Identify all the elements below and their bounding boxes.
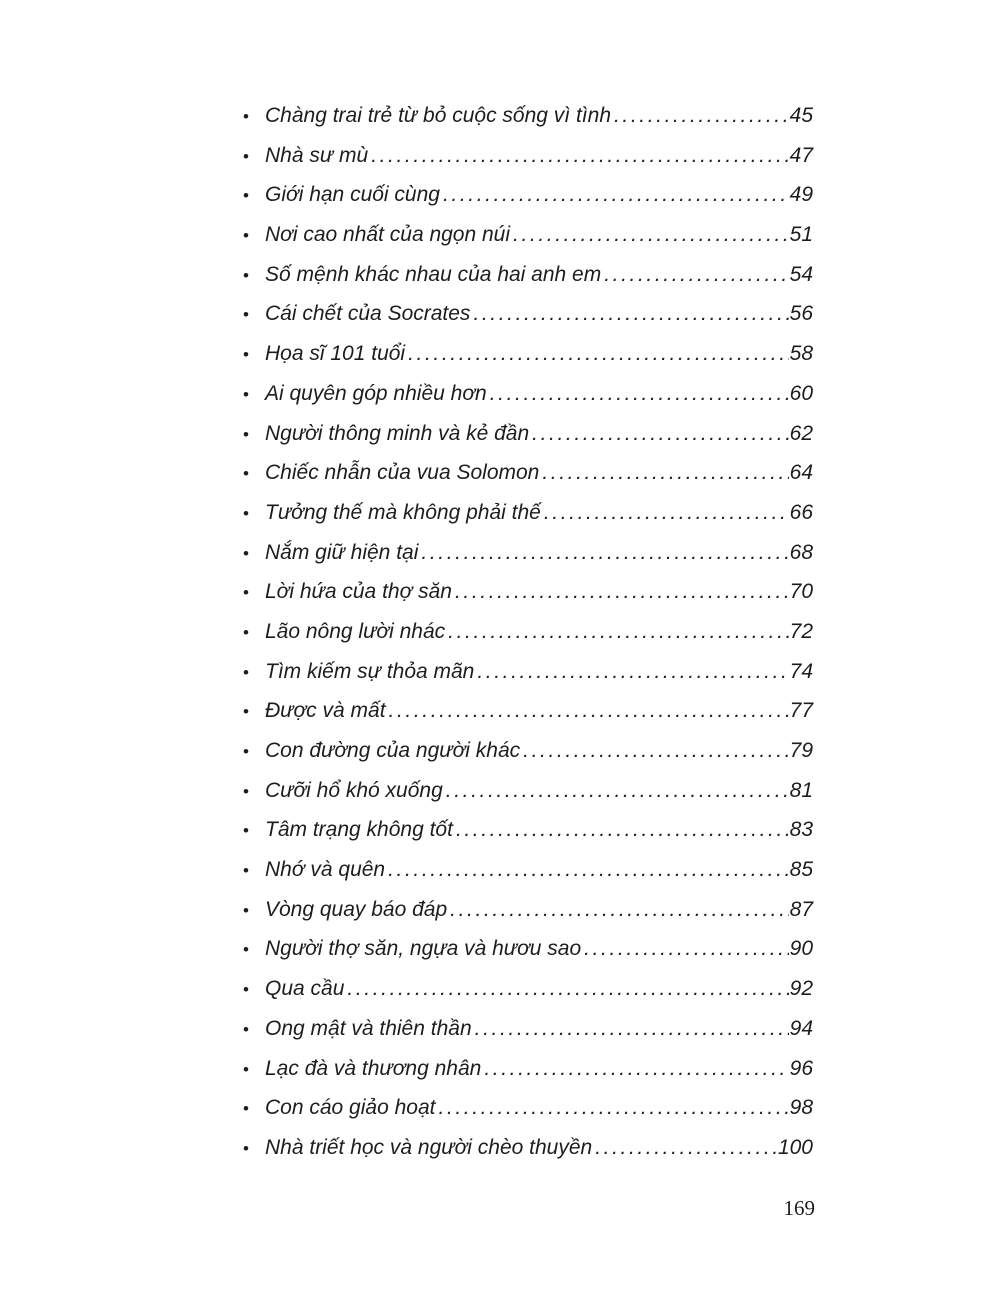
toc-entry-page-number: 87 [789, 897, 813, 921]
toc-entry-page-number: 54 [789, 262, 813, 286]
dot-leader [456, 810, 789, 850]
toc-entry [243, 175, 813, 215]
dot-leader [604, 255, 788, 295]
bullet-icon: • [243, 384, 249, 404]
bullet-icon: • [243, 900, 249, 920]
toc-entry [243, 374, 813, 414]
bullet-icon: • [243, 543, 249, 563]
dot-leader [490, 374, 789, 414]
bullet-icon: • [243, 583, 249, 603]
dot-leader [513, 215, 789, 255]
toc-entry-title: Chàng trai trẻ từ bỏ cuộc sống vì tình [265, 104, 611, 127]
dot-leader [389, 691, 789, 731]
bullet-icon: • [243, 464, 249, 484]
toc-entry-title: Lạc đà và thương nhân [265, 1056, 482, 1080]
toc-entry-title: Chiếc nhẫn của vua Solomon [265, 461, 540, 485]
toc-entry-page-number: 68 [789, 540, 813, 564]
bullet-icon: • [243, 622, 249, 642]
toc-entry [243, 890, 813, 930]
toc-entry-page-number: 49 [789, 183, 813, 207]
toc-entry-page-number: 62 [789, 421, 813, 445]
bullet-icon: • [243, 107, 249, 126]
toc-entry [243, 453, 813, 493]
dot-leader [523, 731, 788, 771]
toc-entry-page-number: 56 [789, 302, 813, 326]
page-number: 169 [783, 1196, 815, 1220]
toc-entry [243, 850, 813, 890]
bullet-icon: • [243, 503, 249, 523]
toc-entry-page-number: 64 [789, 461, 813, 485]
bullet-icon: • [243, 781, 249, 801]
bullet-icon: • [243, 702, 249, 722]
toc-entry [243, 215, 813, 255]
toc-entry-page-number: 45 [789, 104, 813, 127]
bullet-icon: • [243, 980, 249, 1000]
toc-entry [243, 652, 813, 692]
bullet-icon: • [243, 1099, 249, 1119]
bullet-icon: • [243, 186, 249, 206]
toc-entry-title: Lời hứa của thợ săn [265, 580, 452, 604]
dot-leader [544, 493, 789, 533]
toc-entry [243, 1049, 813, 1089]
toc-entry-title: Được và mất [265, 699, 386, 723]
toc-entry [243, 1088, 813, 1128]
toc-entry-title: Con cáo giảo hoạt [265, 1096, 436, 1120]
dot-leader [473, 294, 788, 334]
toc-entry-page-number: 100 [777, 1135, 813, 1159]
dot-leader [477, 652, 788, 692]
dot-leader [595, 1128, 777, 1168]
toc-entry-title: Lão nông lười nhác [265, 619, 446, 643]
dot-leader [371, 136, 788, 176]
toc-entry-page-number: 77 [789, 699, 813, 723]
toc-entry [243, 136, 813, 176]
toc-entry-page-number: 66 [789, 500, 813, 524]
toc-entry [243, 493, 813, 533]
toc-entry-title: Ong mật và thiên thần [265, 1016, 472, 1040]
bullet-icon: • [243, 940, 249, 960]
bullet-icon: • [243, 662, 249, 682]
toc-entry [243, 691, 813, 731]
bullet-icon: • [243, 146, 249, 166]
bullet-icon: • [243, 1019, 249, 1039]
toc-entry-page-number: 83 [789, 818, 813, 842]
toc-entry [243, 810, 813, 850]
dot-leader [584, 929, 788, 969]
dot-leader [438, 1088, 788, 1128]
toc-entry-page-number: 98 [789, 1096, 813, 1120]
toc-entry-title: Tưởng thế mà không phải thế [265, 500, 541, 524]
toc-entry [243, 533, 813, 573]
bullet-icon: • [243, 305, 249, 325]
dot-leader [388, 850, 789, 890]
toc-entry [243, 1128, 813, 1168]
toc-entry-title: Vòng quay báo đáp [265, 897, 448, 921]
toc-entry-page-number: 81 [789, 778, 813, 802]
toc-entry-title: Nhớ và quên [265, 858, 386, 882]
toc-entry [243, 294, 813, 334]
bullet-icon: • [243, 742, 249, 761]
bullet-icon: • [243, 1059, 249, 1079]
dot-leader [455, 572, 789, 612]
bullet-icon: • [243, 821, 249, 841]
toc-entry [243, 771, 813, 811]
toc-entry-title: Nhà sư mù [265, 143, 369, 167]
toc-entry-page-number: 60 [789, 381, 813, 405]
dot-leader [408, 334, 789, 374]
toc-entry [243, 334, 813, 374]
toc-entry-title: Nhà triết học và người chèo thuyền [265, 1135, 593, 1159]
toc-entry [243, 731, 813, 771]
dot-leader [542, 453, 788, 493]
bullet-icon: • [243, 1138, 249, 1158]
bullet-icon: • [243, 424, 249, 444]
table-of-contents [243, 96, 813, 1168]
toc-entry [243, 255, 813, 295]
toc-entry-title: Ai quyên góp nhiều hơn [265, 381, 487, 405]
toc-entry-title: Tìm kiếm sự thỏa mãn [265, 659, 475, 683]
toc-entry-title: Tâm trạng không tốt [265, 818, 453, 842]
dot-leader [421, 533, 788, 573]
toc-entry-title: Số mệnh khác nhau của hai anh em [265, 262, 602, 286]
dot-leader [347, 969, 788, 1009]
toc-entry-title: Cái chết của Socrates [265, 302, 471, 326]
toc-entry-page-number: 94 [789, 1016, 813, 1040]
dot-leader [446, 771, 789, 811]
dot-leader [614, 96, 789, 136]
toc-entry-title: Người thông minh và kẻ đần [265, 421, 530, 445]
toc-entry-page-number: 51 [789, 223, 813, 247]
toc-entry-title: Người thợ săn, ngựa và hươu sao [265, 937, 582, 961]
toc-entry-title: Qua cầu [265, 977, 345, 1001]
toc-entry [243, 572, 813, 612]
toc-entry [243, 612, 813, 652]
toc-entry-title: Cưỡi hổ khó xuống [265, 778, 443, 802]
toc-entry-page-number: 72 [789, 619, 813, 643]
bullet-icon: • [243, 861, 249, 881]
toc-entry [243, 929, 813, 969]
toc-entry-page-number: 74 [789, 659, 813, 683]
toc-entry [243, 1009, 813, 1049]
bullet-icon: • [243, 265, 249, 285]
toc-entry-title: Nắm giữ hiện tại [265, 540, 419, 564]
toc-entry-page-number: 47 [789, 143, 813, 167]
toc-entry-page-number: 70 [789, 580, 813, 604]
toc-entry-title: Con đường của người khác [265, 739, 521, 762]
dot-leader [450, 890, 788, 930]
toc-entry-title: Giới hạn cuối cùng [265, 183, 440, 207]
toc-entry-page-number: 90 [789, 937, 813, 961]
toc-entry-page-number: 92 [789, 977, 813, 1001]
toc-entry-page-number: 85 [789, 858, 813, 882]
bullet-icon: • [243, 226, 249, 246]
toc-entry-page-number: 79 [789, 739, 813, 762]
toc-entry [243, 414, 813, 454]
dot-leader [475, 1009, 789, 1049]
dot-leader [443, 175, 789, 215]
dot-leader [484, 1049, 788, 1089]
toc-entry-title: Nơi cao nhất của ngọn núi [265, 223, 511, 247]
toc-entry-page-number: 96 [789, 1056, 813, 1080]
bullet-icon: • [243, 345, 249, 365]
toc-entry-title: Họa sĩ 101 tuổi [265, 342, 406, 366]
toc-entry [243, 969, 813, 1009]
toc-entry [243, 96, 813, 136]
dot-leader [448, 612, 789, 652]
toc-entry-page-number: 58 [789, 342, 813, 366]
dot-leader [532, 414, 788, 454]
